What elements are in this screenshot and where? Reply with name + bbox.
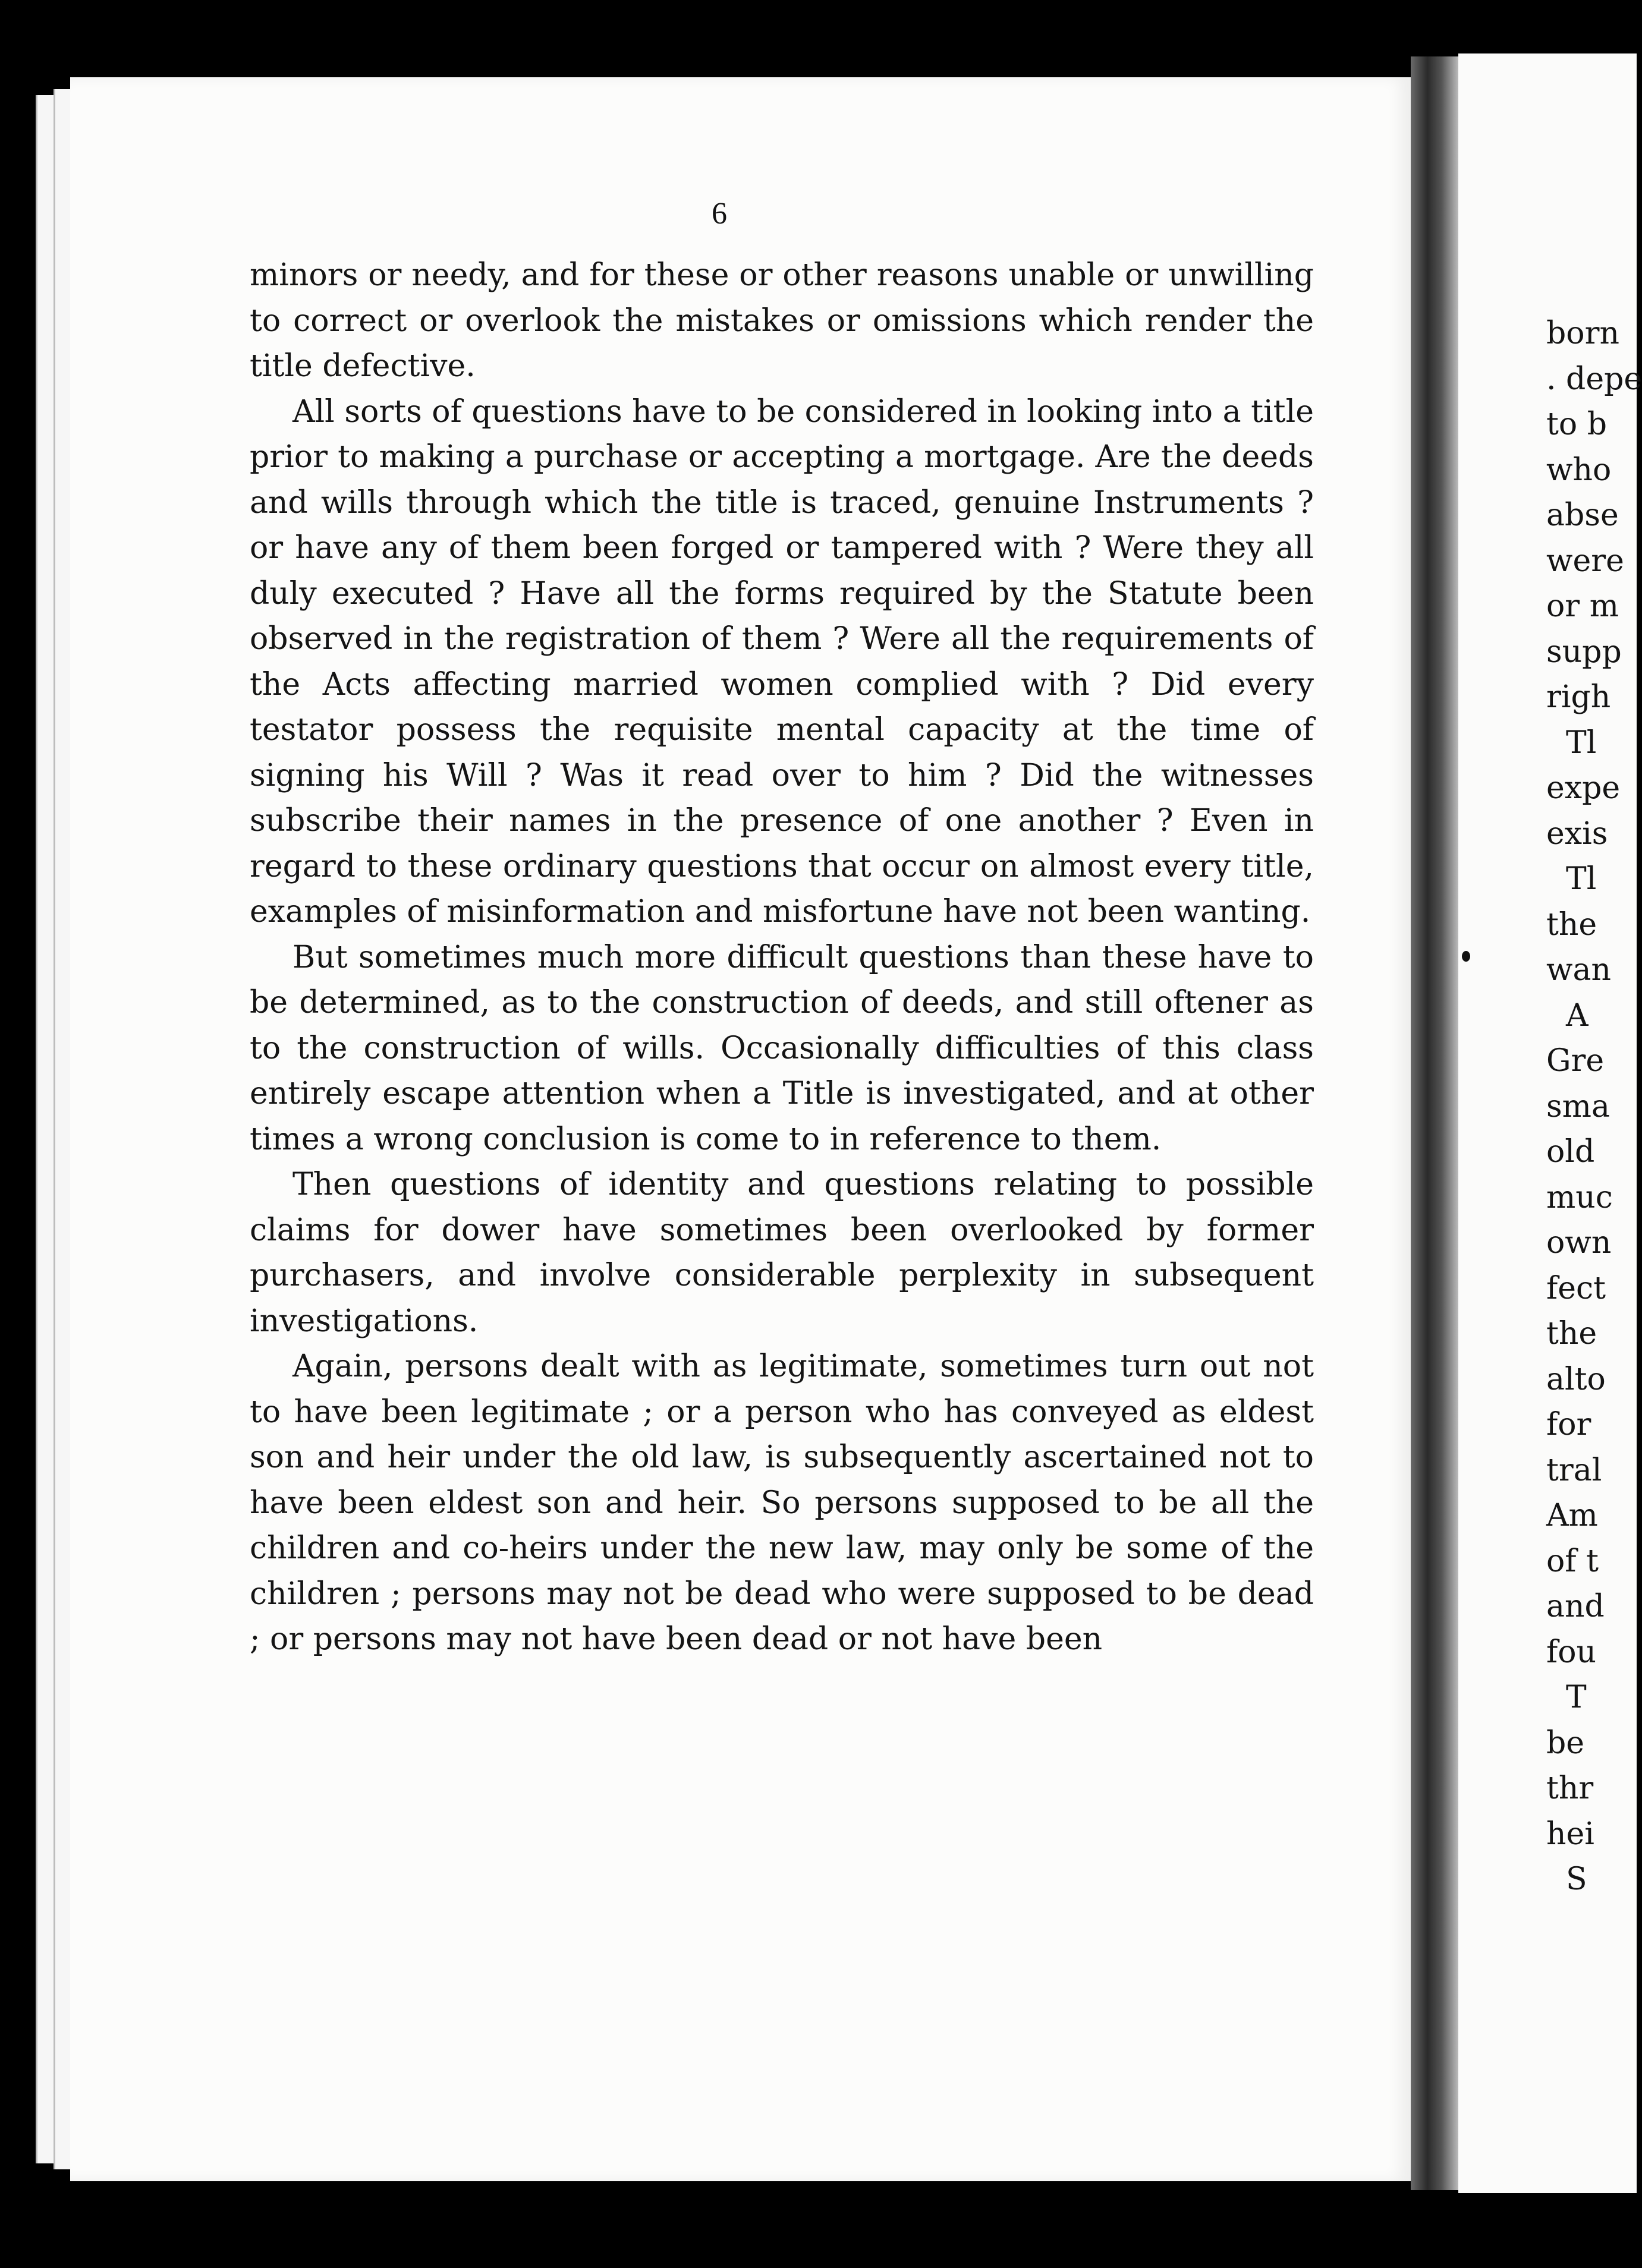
next-page-line: . depe [1546, 361, 1642, 397]
next-page-line: wan [1546, 952, 1612, 988]
next-page-line: tral [1546, 1452, 1602, 1488]
next-page-line: Gre [1546, 1043, 1605, 1079]
book-gutter [1411, 56, 1458, 2190]
page-number: 6 [712, 197, 727, 231]
next-page-line: supp [1546, 634, 1622, 670]
page-body [250, 253, 1314, 1662]
next-page-line: old [1546, 1134, 1595, 1170]
next-page-line: A [1546, 997, 1588, 1034]
next-page-line: hei [1546, 1816, 1594, 1852]
next-page-line: abse [1546, 497, 1619, 533]
next-page-line: own [1546, 1225, 1612, 1261]
next-page-line: to b [1546, 407, 1608, 442]
paragraph: All sorts of questions have to be considered in looking into a title prior to making a purchase or accepting a mortgage. Are the deeds and wills through which the title is traced, genuine Instruments ? or have any of them been forged or tampered with ? Were they all duly executed ? Have all the forms required by the Statute been observed in the registration of them ? Were all the requirements of the Acts affecting married women complied with ? Did every testator possess the requisite mental capacity at the time of signing his Will ? Was it read over to him ? Did the witnesses subscribe their names in the presence of one another ? Even in regard to these ordinary questions that occur on almost every title, examples of misinformation and misfortune have not been wanting. [250, 393, 1314, 930]
next-page-line: T [1546, 1680, 1587, 1715]
next-page-line: and [1546, 1589, 1605, 1624]
next-page-line: Tl [1546, 724, 1597, 761]
paragraph: But sometimes much more difficult questions than these have to be determined, as to the construction of deeds, and still oftener as to the construction of wills. Occasionally difficulties of this class entirely escape attention when a Title is investigated, and at other times a wrong conclusion is come to in reference to them. [250, 939, 1314, 1157]
next-page-line: or m [1546, 588, 1619, 624]
next-page-fragments [1546, 311, 1642, 1902]
next-page-line: alto [1546, 1361, 1606, 1397]
next-page-line: Tl [1546, 861, 1597, 897]
next-page-line: expe [1546, 770, 1621, 806]
next-page-line: for [1546, 1407, 1591, 1442]
next-page-line: the [1546, 906, 1597, 943]
next-page-line: fect [1546, 1270, 1606, 1306]
next-page-line: who [1546, 452, 1612, 488]
next-page-line: Am [1546, 1498, 1598, 1533]
paragraph: minors or needy, and for these or other reasons unable or unwilling to correct or overlook the mistakes or omissions which render the title defective. [250, 257, 1314, 384]
next-page-line: S [1546, 1861, 1587, 1897]
next-page-line: righ [1546, 679, 1611, 715]
next-page-line: muc [1546, 1179, 1613, 1215]
next-page-line: exis [1546, 815, 1608, 852]
next-page-line: fou [1546, 1634, 1597, 1670]
next-page-line: the [1546, 1316, 1597, 1352]
paragraph: Then questions of identity and questions relating to possible claims for dower have sometimes been overlooked by former purchasers, and involve considerable perplexity in subsequent investigations. [250, 1167, 1314, 1339]
next-page-line: of t [1546, 1543, 1599, 1579]
next-page-line: born [1546, 316, 1619, 351]
next-page-line: thr [1546, 1771, 1594, 1806]
ink-speck [1462, 951, 1470, 962]
next-page-line: sma [1546, 1088, 1610, 1124]
paragraph: Again, persons dealt with as legitimate, sometimes turn out not to have been legitimate ; or a person who has conveyed as eldest son and heir under the old law, is subsequently ascertained not to have been eldest son and heir. So persons supposed to be all the children and co-heirs under the new law, may only be some of the children ; persons may not be dead who were supposed to be dead ; or persons may not have been dead or not have been [250, 1349, 1314, 1657]
next-page-edge [1458, 53, 1642, 2193]
next-page-line: be [1546, 1725, 1585, 1761]
next-page-line: were [1546, 543, 1624, 579]
